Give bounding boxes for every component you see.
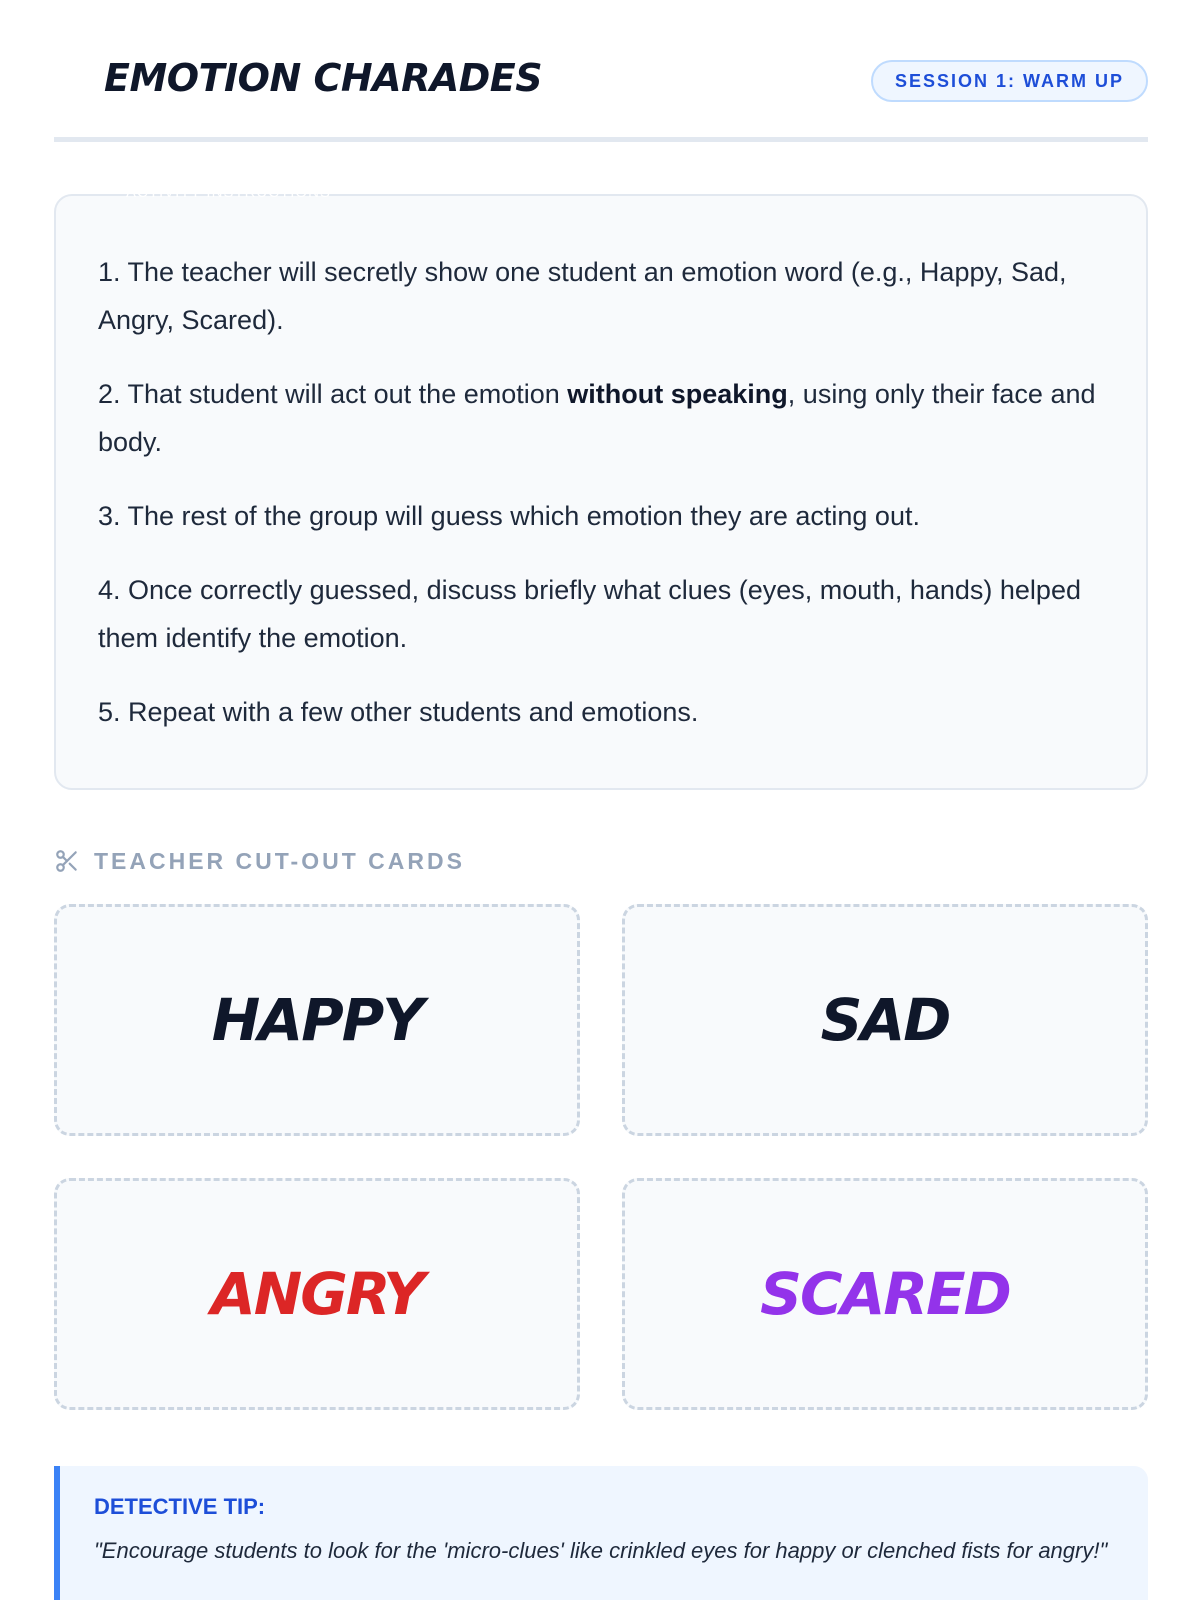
card-word: ANGRY	[210, 1260, 424, 1328]
tip-title: DETECTIVE TIP:	[94, 1494, 266, 1519]
card-word: HAPPY	[211, 986, 423, 1054]
tip-text: "Encourage students to look for the 'micro-clues' like crinkled eyes for happy or clenched fists for angry!"	[94, 1538, 1108, 1563]
instruction-step-4: 4. Once correctly guessed, discuss briefly what clues (eyes, mouth, hands) helped them identify the emotion.	[98, 575, 1081, 653]
instruction-step-3: 3. The rest of the group will guess which emotion they are acting out.	[98, 501, 920, 531]
card-word: SAD	[820, 986, 950, 1054]
emotion-card-sad	[622, 904, 1148, 1136]
instruction-step-1: 1. The teacher will secretly show one student an emotion word (e.g., Happy, Sad, Angry, Scared).	[98, 257, 1067, 335]
cards-section-label	[54, 844, 465, 878]
scissors-icon	[54, 848, 80, 874]
instruction-step-5: 5. Repeat with a few other students and emotions.	[98, 697, 699, 727]
instructions-heading: ACTIVITY INSTRUCTIONS	[126, 184, 331, 201]
step-2-emphasis: without speaking	[567, 379, 788, 409]
emotion-card-angry	[54, 1178, 580, 1410]
page-header	[54, 52, 1148, 142]
session-badge: SESSION 1: WARM UP	[871, 60, 1148, 102]
instructions-panel	[54, 184, 1148, 790]
emotion-card-happy	[54, 904, 580, 1136]
card-word: SCARED	[760, 1260, 1010, 1328]
cards-section-title: TEACHER CUT-OUT CARDS	[94, 847, 465, 874]
step-2-text-end: , using only their face and body.	[98, 379, 1096, 457]
emotion-card-scared	[622, 1178, 1148, 1410]
page-title: EMOTION CHARADES	[104, 56, 543, 100]
detective-tip-box	[54, 1466, 1148, 1600]
step-2-text-start: 2. That student will act out the emotion	[98, 379, 568, 409]
instruction-step-2	[98, 370, 1106, 466]
